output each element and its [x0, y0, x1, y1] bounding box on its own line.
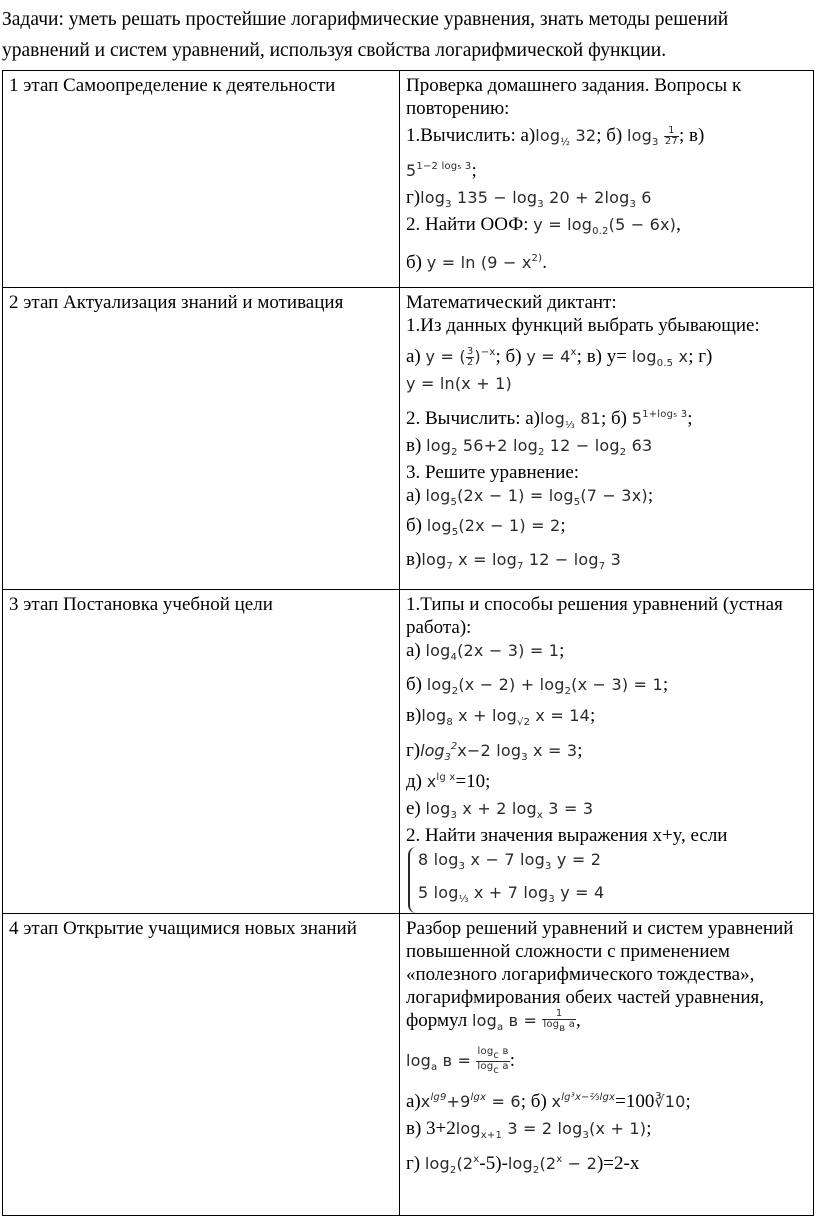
content-line: $в)\log_7$ $x = \log_7 12 - \log_7 3$ — [406, 549, 622, 572]
table-row — [3, 71, 814, 288]
math-formula: 8 $\log_3 x - 7$ $\log_3 y = 2$ — [418, 850, 602, 872]
stage-title: 2 этап Актуализация знаний и мотивация — [3, 288, 400, 590]
math-formula: $\log_3$ $\frac{1}{27}$ — [627, 125, 678, 148]
content-line: 3. Решите уравнение: — [406, 462, 580, 483]
math-formula: $x^{lg x}$ — [426, 772, 456, 791]
table-row — [3, 590, 814, 914]
content-line: б) $\log_5(2x - 1) = 2$; — [406, 515, 566, 538]
lesson-goal-text: Задачи: уметь решать простейшие логарифмические уравнения, знать методы решений уравнений и систем уравнений, используя свойства логарифмической функции. — [2, 9, 729, 61]
content-line: 2. Найти ООФ: $y = \log_{0.2}(5 - 6x)$, — [406, 214, 681, 237]
math-formula: $\log_a в$ = $\frac{1}{\log_в a}$ — [471, 1008, 576, 1034]
content-line: г) $\log_2(2^x-5)-\log_2(2^x - 2)=2-x$ — [406, 1153, 640, 1176]
content-line: в) $3+2\log_{x+1}$ 3 = 2 $\log_3(x + 1)$; — [406, 1118, 652, 1141]
math-formula: 5 $\log_{\frac{1}{3}} x + 7$ $\log_3 y = 4$ — [418, 883, 605, 905]
math-formula: $\log_4(2x - 3) = 1$ — [425, 641, 560, 663]
content-line: в) $\log_2 56+2$ $\log_2 12 - \log_2 63$ — [406, 435, 653, 458]
math-formula: $\log_{0.5} x$ — [631, 347, 689, 369]
math-formula: $5^{1-2 log_5 3}$ — [406, 161, 472, 180]
math-formula: $y = \log_{0.2}(5 - 6x)$ — [533, 215, 677, 237]
math-formula: $\log_a в$ = $\frac{\log_c в}{\log_c a}$ — [406, 1046, 509, 1076]
math-formula: $\log_8 x + \log_{√2} x = 14$ — [421, 706, 591, 728]
math-formula: $\log_{x+1} 3 = 2$ $\log_3(x + 1)$ — [455, 1119, 647, 1141]
stage-title: 3 этап Постановка учебной цели — [3, 590, 400, 914]
equation-system — [408, 847, 604, 913]
content-line: 2. Вычислить: $а)\log_{\frac{1}{3}}$ 81; б) $5^{1+log_5 3}$; — [406, 408, 693, 431]
lesson-plan-table — [2, 70, 814, 1216]
stage-title: 1 этап Самоопределение к деятельности — [3, 71, 400, 288]
content-line: $5^{1-2 log_5 3}$; — [406, 160, 477, 181]
content-line: а) $\log_4(2x - 3) = 1$; — [406, 640, 565, 663]
math-formula: $\log_{\frac{1}{3}} 81$ — [540, 409, 601, 431]
math-formula: $\log_3^2$ — [420, 741, 458, 763]
stage-content — [400, 590, 814, 914]
math-formula: $x^{lg9}+9^{lgx} = 6$ — [420, 1092, 521, 1111]
stage-content — [400, 71, 814, 288]
stage-content — [400, 288, 814, 590]
math-formula: $x^{lg^3x-\frac{2}{3}lgx}$ — [551, 1092, 616, 1111]
content-line: Разбор решений уравнений и систем уравнений повышенной сложности с применением «полезного логарифмического тождества», логарифмирования обеих частей уравнения, формул $\log_a в$ = $\frac{1}{\log_в a}$ , — [406, 918, 794, 1034]
content-line: 1.Вычислить: $а)\log_{\frac{1}{2}}$ 32; б) $\log_3$ $\frac{1}{27}$ ; в) — [406, 125, 705, 148]
math-formula: $\log_7 x = \log_7 12 - \log_7 3$ — [421, 550, 622, 572]
content-line: б) $y = \ln (9 - x^{2)}$. — [406, 252, 547, 273]
math-formula: $\log_2(2^x - 2$ — [507, 1154, 597, 1176]
content-line: Проверка домашнего задания. Вопросы к повторению: — [406, 75, 742, 119]
content-line: $\log_a в$ = $\frac{\log_c в}{\log_c a}$ : — [406, 1046, 515, 1076]
math-formula: $\log_5(2x - 1) = 2$ — [426, 516, 561, 538]
math-formula: $\log_2(x - 2) + \log_2(x - 3) = 1$ — [426, 675, 663, 697]
stage-content — [400, 914, 814, 1216]
content-line: б) $\log_2(x - 2) + \log_2(x - 3) = 1$; — [406, 674, 669, 697]
content-line: д) $x^{lg x}=10$; — [406, 771, 491, 792]
math-formula: $y = 4^x$ — [526, 347, 577, 366]
content-line: а) y = ( $\frac{3}{2}$ )$^{-x}$; б) $y = 4^x$; в) $y= \log_{0.5} x$; г) — [406, 346, 713, 369]
content-line — [406, 368, 807, 399]
math-formula: $\log_3 x + 2$ $\log_x 3 = 3$ — [425, 799, 594, 821]
math-formula: $\log_2 56+2$ $\log_2 12 - \log_2 63$ — [426, 436, 653, 458]
content-line: а) $\log_5(2x - 1) = \log_5(7 - 3x)$; — [406, 485, 654, 508]
math-formula: $\log_5(2x - 1) = \log_5(7 - 3x)$ — [425, 486, 648, 508]
math-formula: $5^{1+log_5 3}$ — [631, 409, 688, 428]
content-line: 2. Найти значения выражения x+y, если — [406, 825, 728, 846]
math-formula: y = ( $\frac{3}{2}$ )$^{-x}$ — [425, 346, 496, 368]
table-row — [3, 914, 814, 1216]
content-line: 1.Типы и способы решения уравнений (устная работа): — [406, 594, 783, 638]
math-formula: $\log_2(2^x$ — [424, 1154, 480, 1176]
content-line: е) $\log_3 x + 2$ $\log_x 3 = 3$ — [406, 798, 594, 821]
math-formula: ∛10 — [654, 1092, 686, 1111]
math-formula: $\log_3 135 - \log_3 20 + 2\log_3$ 6 — [420, 188, 652, 210]
stage-title: 4 этап Открытие учащимися новых знаний — [3, 914, 400, 1216]
content-line: $г)\log_3$ $135 - \log_3 20 + 2\log_3$ 6 — [406, 187, 652, 210]
math-formula: y = ln(x + 1) — [406, 374, 512, 393]
content-line: 1.Из данных функций выбрать убывающие: — [406, 315, 760, 336]
content-line: $г)\log_3^2x-2$ $\log_3 x = 3$; — [406, 740, 583, 763]
math-formula: $y = \ln (9 - x^{2)}$ — [426, 253, 543, 272]
math-formula: $\log_{\frac{1}{2}} 32$ — [535, 126, 597, 148]
content-line: $а)x^{lg9}+9^{lgx} = 6$; б) $x^{lg^3x-\frac{2}{3}lgx}=100∛10$; — [406, 1091, 691, 1112]
content-line: $в)\log_8$ $x + \log_{√2} x = 14$; — [406, 705, 596, 728]
content-line: Математический диктант: — [406, 292, 617, 313]
table-row — [3, 288, 814, 590]
